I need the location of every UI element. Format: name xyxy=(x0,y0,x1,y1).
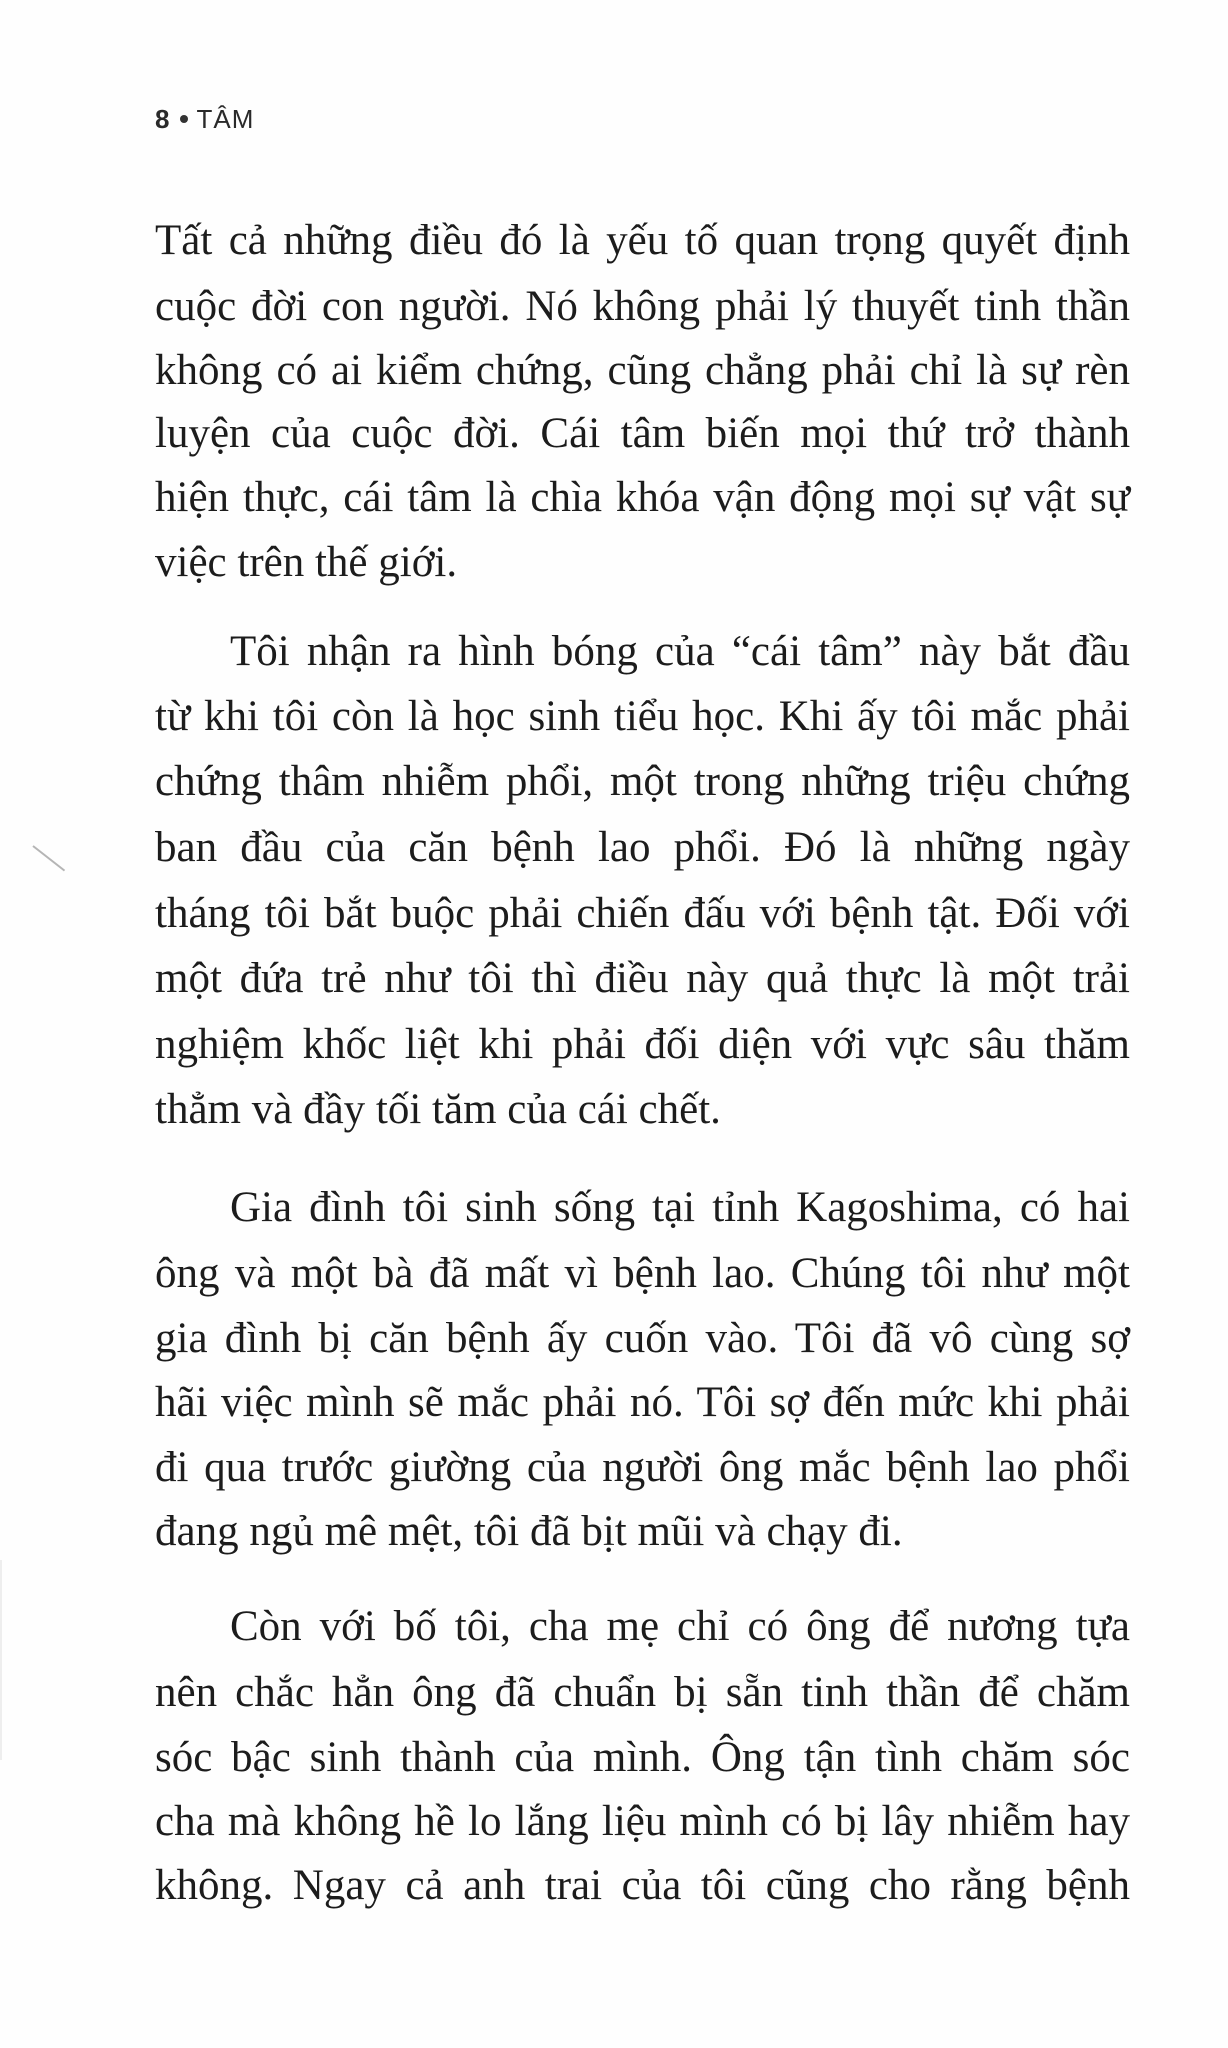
chapter-title: TÂM xyxy=(196,104,255,134)
text-line: cuộc đời con người. Nó không phải lý thuyết tinh thần xyxy=(155,283,1130,330)
page-edge-shadow xyxy=(0,1560,2,1760)
running-head xyxy=(155,104,254,135)
text-line: Tất cả những điều đó là yếu tố quan trọng quyết định xyxy=(155,217,1130,264)
text-line: Còn với bố tôi, cha mẹ chỉ có ông để nương tựa xyxy=(230,1603,1130,1650)
text-line: hiện thực, cái tâm là chìa khóa vận động mọi sự vật sự xyxy=(155,474,1130,521)
text-line: sóc bậc sinh thành của mình. Ông tận tình chăm sóc xyxy=(155,1734,1130,1781)
text-line: đang ngủ mê mệt, tôi đã bịt mũi và chạy đi. xyxy=(155,1508,903,1555)
text-line: Tôi nhận ra hình bóng của “cái tâm” này bắt đầu xyxy=(230,628,1130,675)
text-line: nghiệm khốc liệt khi phải đối diện với vực sâu thăm xyxy=(155,1021,1130,1068)
text-line: việc trên thế giới. xyxy=(155,539,458,586)
text-line: không. Ngay cả anh trai của tôi cũng cho rằng bệnh xyxy=(155,1862,1130,1909)
scan-mark xyxy=(32,845,65,871)
text-line: một đứa trẻ như tôi thì điều này quả thực là một trải xyxy=(155,955,1130,1002)
text-line: tháng tôi bắt buộc phải chiến đấu với bệnh tật. Đối với xyxy=(155,890,1130,937)
text-line: Gia đình tôi sinh sống tại tỉnh Kagoshima, có hai xyxy=(230,1184,1130,1231)
text-line: từ khi tôi còn là học sinh tiểu học. Khi ấy tôi mắc phải xyxy=(155,693,1130,740)
text-line: ông và một bà đã mất vì bệnh lao. Chúng tôi như một xyxy=(155,1250,1130,1297)
text-line: ban đầu của căn bệnh lao phổi. Đó là những ngày xyxy=(155,824,1130,871)
text-line: không có ai kiểm chứng, cũng chẳng phải chỉ là sự rèn xyxy=(155,347,1130,394)
bullet-separator-icon xyxy=(180,115,188,123)
text-line: đi qua trước giường của người ông mắc bệnh lao phổi xyxy=(155,1444,1130,1491)
text-line: hãi việc mình sẽ mắc phải nó. Tôi sợ đến mức khi phải xyxy=(155,1379,1130,1426)
page-number: 8 xyxy=(155,104,171,134)
text-line: gia đình bị căn bệnh ấy cuốn vào. Tôi đã vô cùng sợ xyxy=(155,1315,1130,1362)
text-line: cha mà không hề lo lắng liệu mình có bị lây nhiễm hay xyxy=(155,1798,1130,1845)
text-line: nên chắc hẳn ông đã chuẩn bị sẵn tinh thần để chăm xyxy=(155,1669,1130,1716)
text-line: chứng thâm nhiễm phổi, một trong những triệu chứng xyxy=(155,758,1130,805)
text-line: thẳm và đầy tối tăm của cái chết. xyxy=(155,1086,721,1133)
text-line: luyện của cuộc đời. Cái tâm biến mọi thứ trở thành xyxy=(155,410,1130,457)
